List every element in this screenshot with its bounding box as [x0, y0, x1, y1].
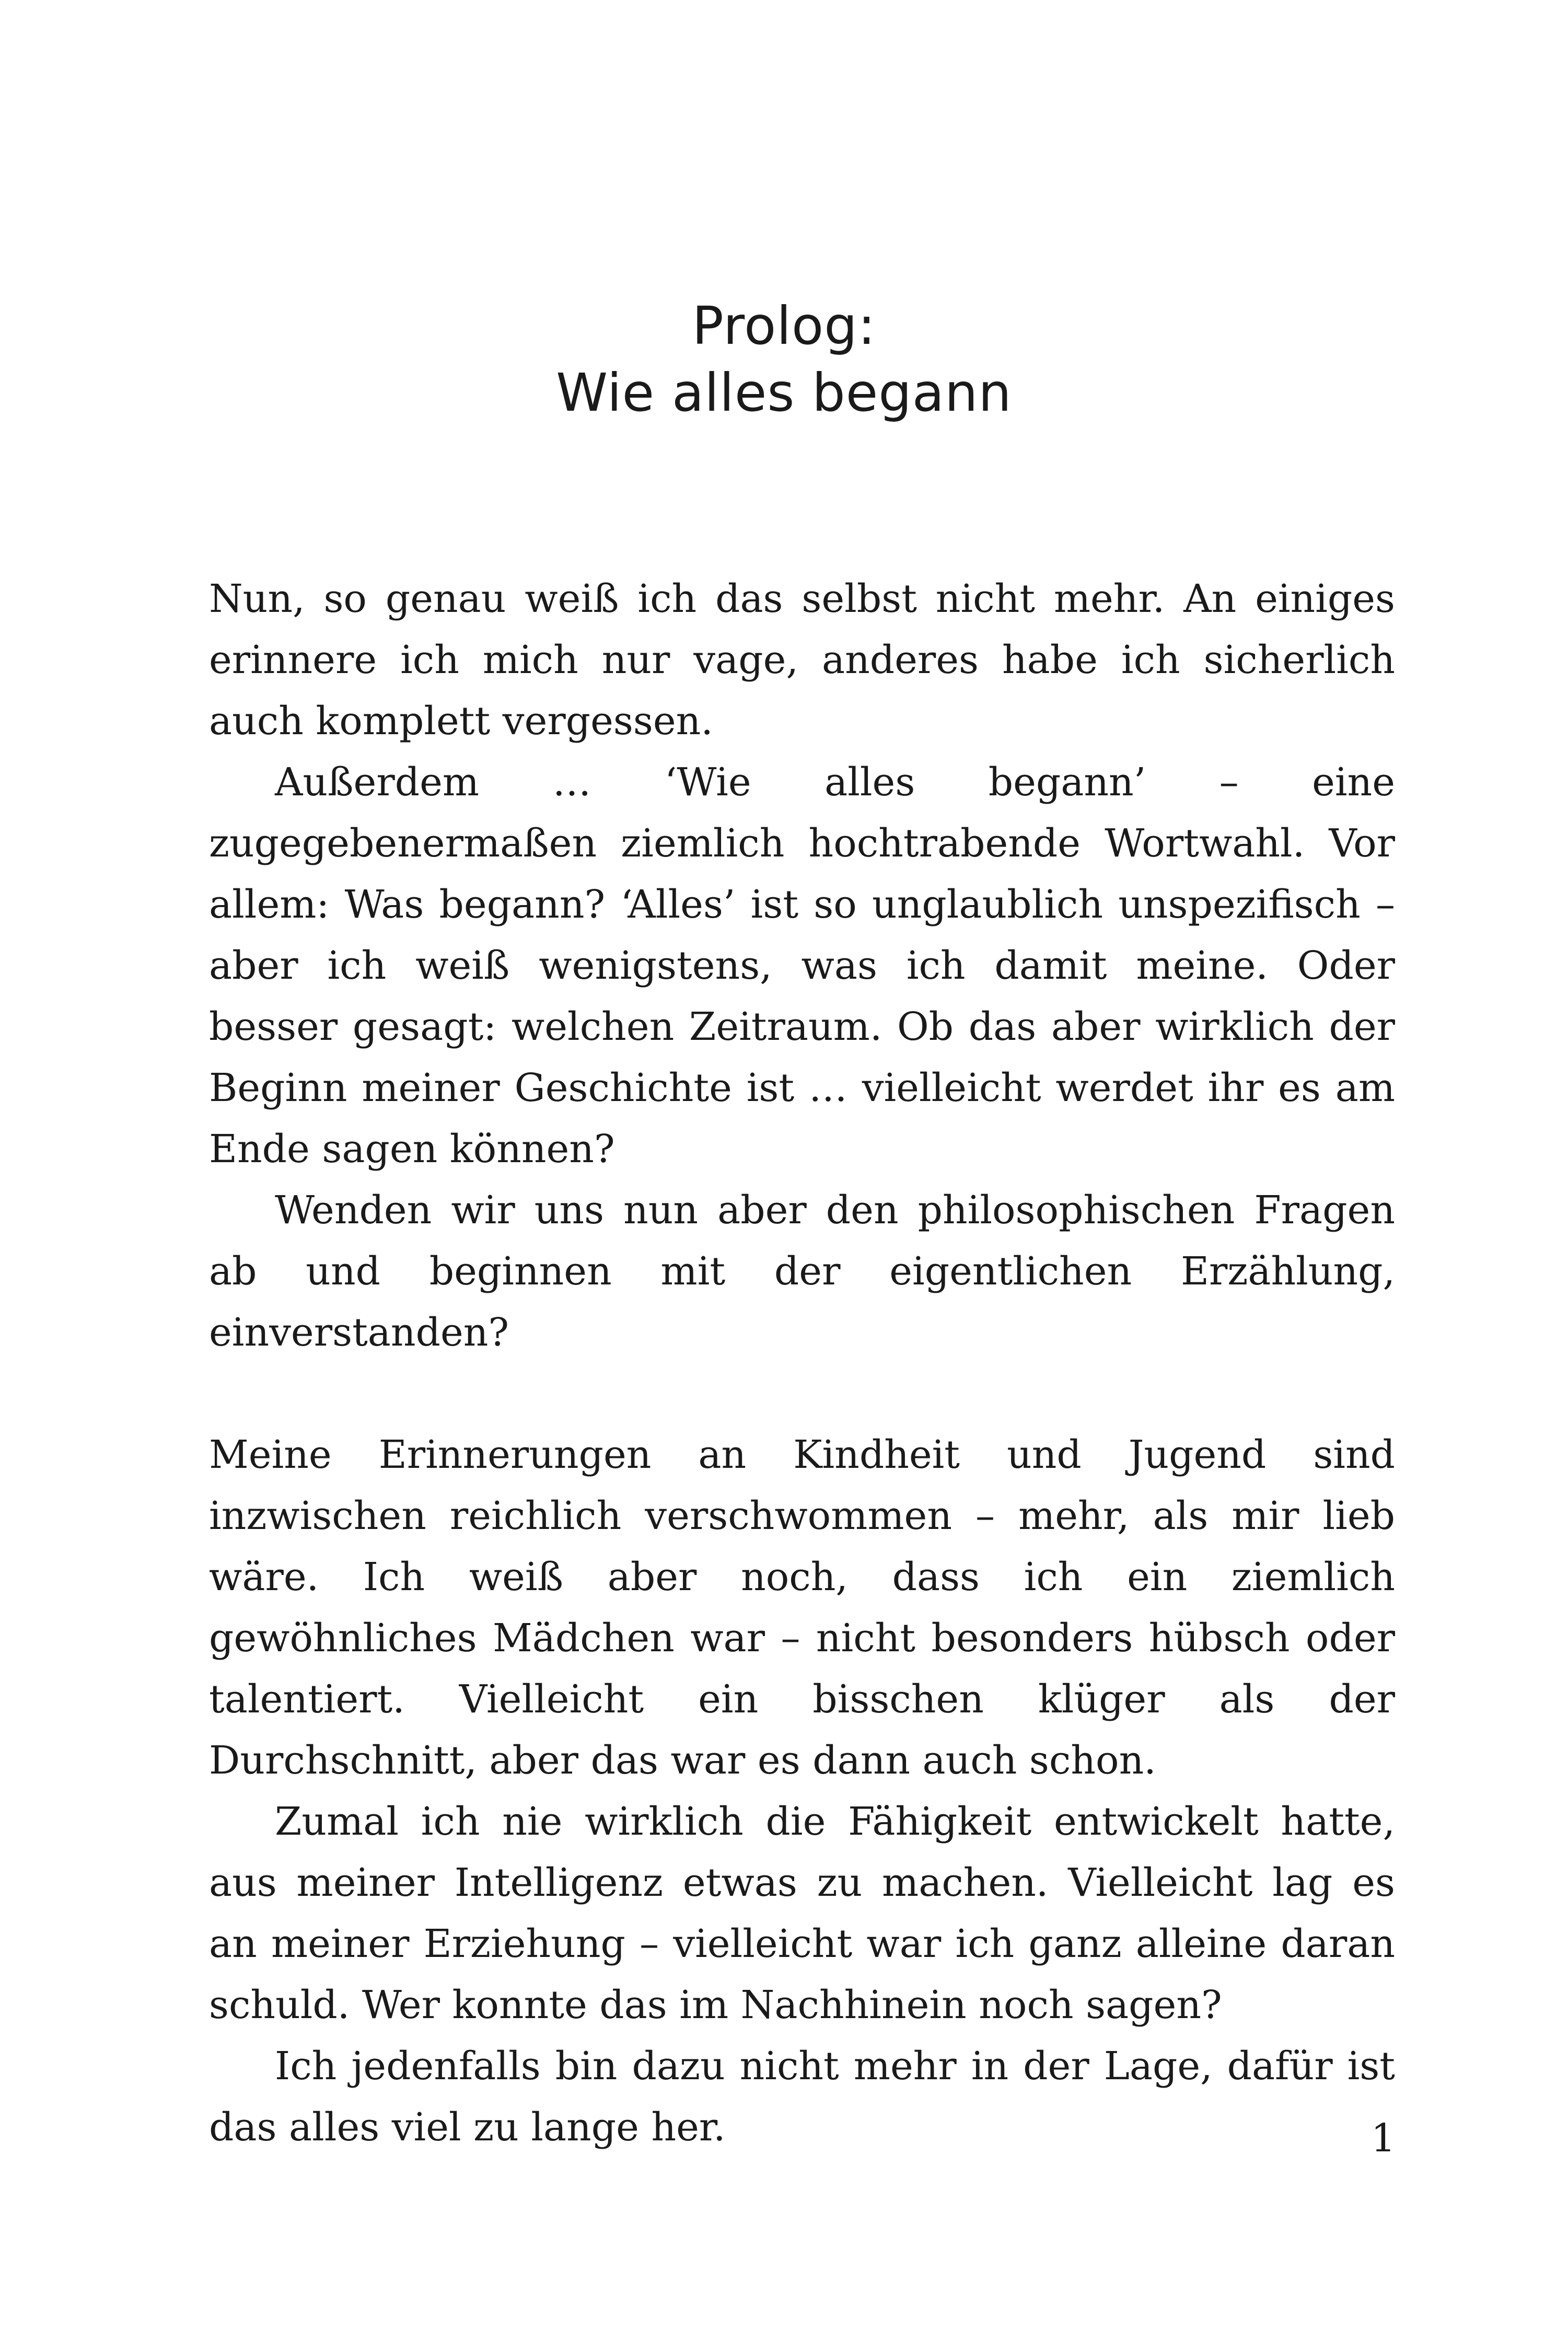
paragraph-1: Nun, so genau weiß ich das selbst nicht mehr. An einiges erinnere ich mich nur vage, anderes habe ich sicherlich auch komplett vergessen.	[209, 576, 1395, 744]
chapter-title-line-2: Wie alles begann	[556, 362, 1012, 423]
chapter-body	[209, 569, 1395, 2158]
paragraph-5: Zumal ich nie wirklich die Fähigkeit entwickelt hatte, aus meiner Intelligenz etwas zu machen. Vielleicht lag es an meiner Erziehung – vielleicht war ich ganz alleine daran schuld. Wer konnte das im Nachhinein noch sagen?	[209, 1799, 1395, 2027]
paragraph-2: Außerdem … ‘Wie alles begann’ – eine zugegebenermaßen ziemlich hochtrabende Wortwahl. Vor allem: Was begann? ‘Alles’ ist so unglaublich unspezifisch – aber ich weiß wenigstens, was ich damit meine. Oder besser gesagt: welchen Zeitraum. Ob das aber wirklich der Beginn meiner Geschichte ist … vielleicht werdet ihr es am Ende sagen können?	[209, 760, 1395, 1172]
chapter-title-line-1: Prolog:	[692, 295, 876, 356]
section-break	[209, 1363, 1395, 1424]
paragraph-3: Wenden wir uns nun aber den philosophischen Fragen ab und beginnen mit der eigentlichen Erzählung, einverstanden?	[209, 1188, 1395, 1355]
page-number: 1	[1370, 2116, 1396, 2161]
paragraph-4: Meine Erinnerungen an Kindheit und Jugend sind inzwischen reichlich verschwommen – mehr, als mir lieb wäre. Ich weiß aber noch, dass ich ein ziemlich gewöhnliches Mädchen war – nicht besonders hübsch oder talentiert. Vielleicht ein bisschen klüger als der Durchschnitt, aber das war es dann auch schon.	[209, 1432, 1395, 1783]
chapter-heading	[0, 293, 1568, 426]
paragraph-6: Ich jedenfalls bin dazu nicht mehr in der Lage, dafür ist das alles viel zu lange her.	[209, 2044, 1395, 2150]
